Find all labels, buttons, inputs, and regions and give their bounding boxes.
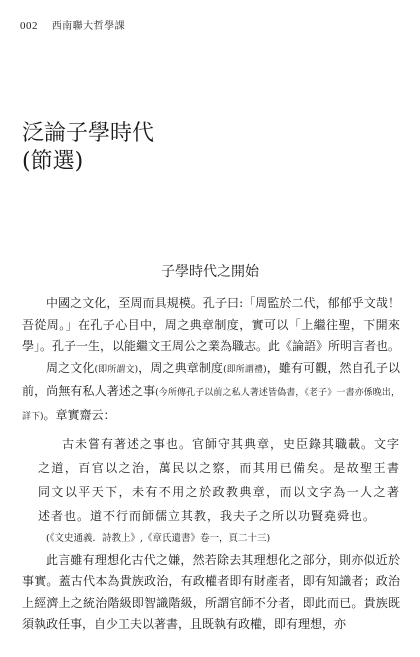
inline-note-3: (今所傳孔子以前之私人著述皆偽書，《老子》一書亦係晚出，詳下) <box>22 388 400 422</box>
paragraph-2 <box>22 358 400 429</box>
paragraph-2-part-c: ，雖有可觀，然自孔子以前，尚無有私人著述之事 <box>22 360 400 398</box>
inline-note-1: (即所謂文) <box>94 364 139 375</box>
paragraph-1: 中國之文化，至周而具規模。孔子曰:「周監於二代，郁郁乎文哉！吾從周。」在孔子心目中，周之典章制度，實可以「上繼往聖，下開來學」。孔子一生，以能繼文王周公之業為職志。此《論語》所明言者也。 <box>22 296 401 353</box>
chapter-title-main: 泛論子學時代 <box>22 121 155 146</box>
page-number: 002 <box>20 20 38 32</box>
paragraph-2-part-d: 。章實齋云： <box>43 407 116 422</box>
running-header <box>20 17 125 32</box>
paragraph-3: 此言雖有理想化古代之嫌，然若除去其理想化之部分，則亦似近於事實。蓋古代本為貴族政治，有政權者即有財產者，即有知識者；政治上經濟上之統治階級即智識階級，所謂官師不分者，即此而已。貴族既須執政任事，自少工夫以著書，且既執有政權，即有理想，亦 <box>22 552 400 631</box>
chapter-title-sub: (節選) <box>22 149 84 174</box>
block-quote <box>22 432 400 528</box>
quote-text: 古未嘗有著述之事也。官師守其典章，史臣錄其職載。文字之道，百官以之治，萬民以之察，而其用已備矣。是故聖王書同文以平天下，未有不用之於政教典章，而以文字為一人之著述者也。道不行而師儒立其教，我夫子之所以功賢堯舜也。 <box>38 437 401 523</box>
chapter-title <box>22 120 154 176</box>
body-text <box>22 293 400 636</box>
quote-source: (《文史通義．詩教上》,《章氏遺書》卷一，頁二十三) <box>46 533 271 544</box>
paragraph-2-part-a: 周之文化 <box>46 360 95 375</box>
inline-note-2: (即所謂禮) <box>223 364 267 375</box>
book-title: 西南聯大哲學課 <box>51 21 126 32</box>
section-heading: 子學時代之開始 <box>161 264 259 280</box>
paragraph-2-part-b: ，周之典章制度 <box>138 360 224 375</box>
